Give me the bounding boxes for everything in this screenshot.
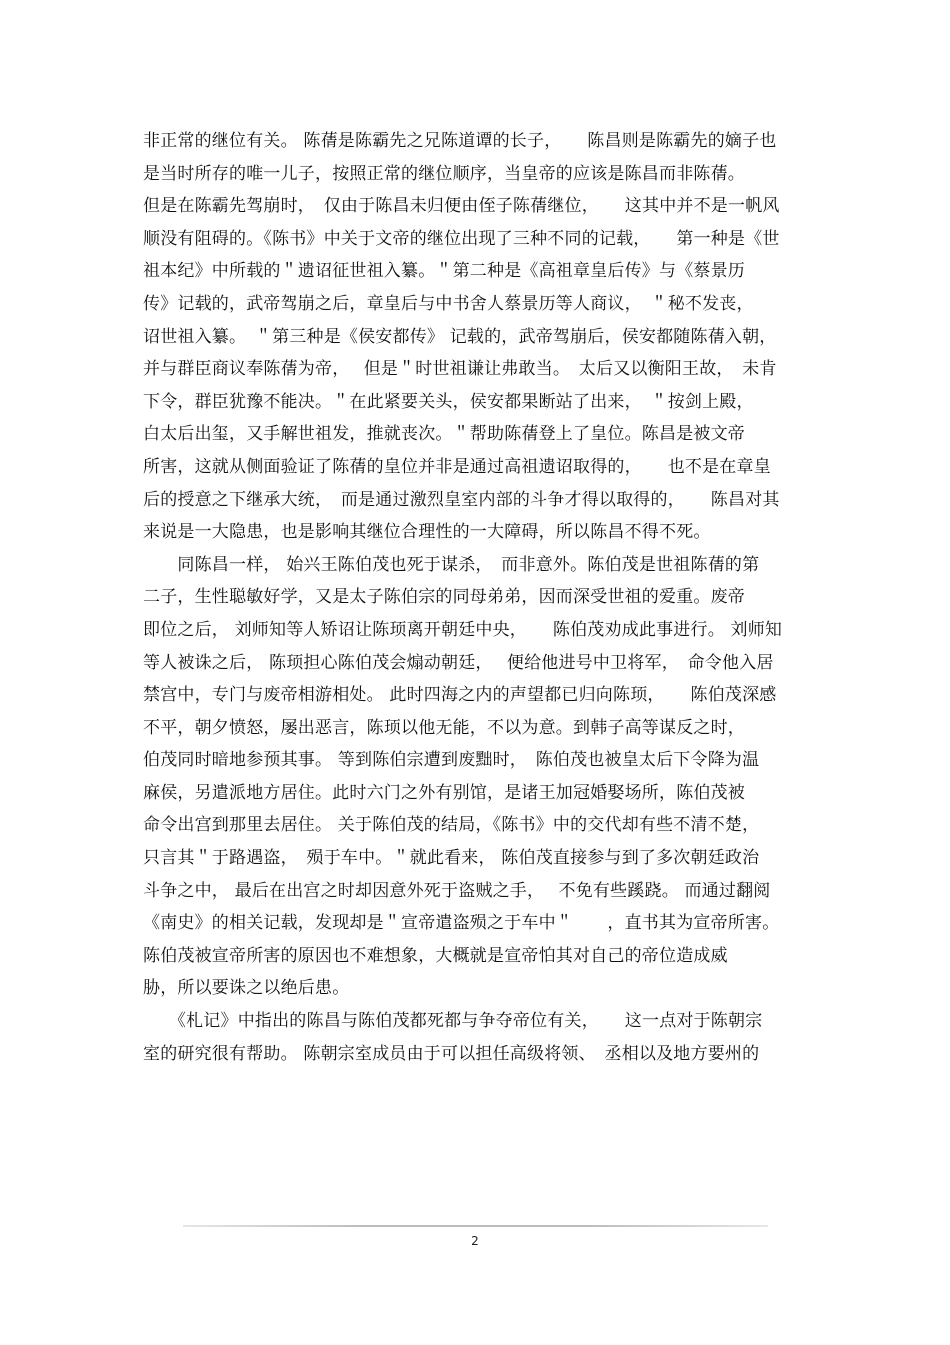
footer-divider [183, 1225, 768, 1227]
text-line: 后的授意之下继承大统， 而是通过激烈皇室内部的斗争才得以取得的， 陈昌对其 [143, 489, 780, 510]
text-line: 只言其＂于路遇盗， 殒于车中。＂就此看来， 陈伯茂直接参与到了多次朝廷政治 [143, 848, 760, 869]
text-line: 麻侯，另遣派地方居住。此时六门之外有别馆，是诸王加冠婚娶场所，陈伯茂被 [143, 782, 745, 803]
text-line: 白太后出玺，又手解世祖发，推就丧次。＂帮助陈蒨登上了皇位。陈昌是被文帝 [143, 424, 745, 445]
text-line: 室的研究很有帮助。 陈朝宗室成员由于可以担任高级将领、 丞相以及地方要州的 [143, 1043, 760, 1064]
text-line: 陈伯茂被宣帝所害的原因也不难想象，大概就是宣帝怕其对自己的帝位造成威 [143, 945, 728, 966]
text-line: 同陈昌一样， 始兴王陈伯茂也死于谋杀， 而非意外。陈伯茂是世祖陈蒨的第 [143, 554, 760, 575]
text-line: 《札记》中指出的陈昌与陈伯茂都死都与争夺帝位有关， 这一点对于陈朝宗 [143, 1011, 763, 1032]
text-line: 禁宫中，专门与废帝相游相处。 此时四海之内的声望都已归向陈顼， 陈伯茂深感 [143, 685, 777, 706]
text-line: 斗争之中， 最后在出宫之时却因意外死于盗贼之手， 不免有些蹊跷。 而通过翻阅 [143, 880, 771, 901]
text-line: 诏世祖入纂。 ＂第三种是《侯安都传》 记载的，武帝驾崩后，侯安都随陈蒨入朝， [143, 326, 777, 347]
text-line: 非正常的继位有关。 陈蒨是陈霸先之兄陈道谭的长子， 陈昌则是陈霸先的嫡子也 [143, 131, 777, 151]
text-line: 下令，群臣犹豫不能决。＂在此紧要关头，侯安都果断站了出来， ＂按剑上殿， [143, 391, 754, 412]
text-line: 命令出宫到那里去居住。 关于陈伯茂的结局，《陈书》中的交代却有些不清不楚， [143, 815, 760, 836]
text-line: 伯茂同时暗地参预其事。 等到陈伯宗遭到废黜时， 陈伯茂也被皇太后下令降为温 [143, 750, 760, 771]
text-line: 不平，朝夕愤怒，屡出恶言，陈顼以他无能，不以为意。到韩子高等谋反之时， [143, 717, 745, 738]
text-line: 但是在陈霸先驾崩时， 仅由于陈昌未归便由侄子陈蒨继位， 这其中并不是一帆风 [143, 196, 780, 217]
text-line: 传》记载的，武帝驾崩之后，章皇后与中书舍人蔡景历等人商议， ＂秘不发丧， [143, 293, 754, 314]
text-line: 是当时所存的唯一儿子，按照正常的继位顺序，当皇帝的应该是陈昌而非陈蒨。 [143, 163, 745, 184]
text-line: 来说是一大隐患，也是影响其继位合理性的一大障碍，所以陈昌不得不死。 [143, 522, 711, 543]
page-number: 2 [471, 1234, 479, 1248]
text-line: 二子，生性聪敏好学，又是太子陈伯宗的同母弟弟，因而深受世祖的爱重。废帝 [143, 587, 745, 608]
text-line: 祖本纪》中所载的＂遗诏征世祖入纂。＂第二种是《高祖章皇后传》与《蔡景历 [143, 261, 745, 282]
body-text [143, 125, 813, 1070]
text-line: 即位之后， 刘师知等人矫诏让陈顼离开朝廷中央， 陈伯茂劝成此事进行。 刘师知 [143, 619, 783, 640]
text-line: 所害，这就从侧面验证了陈蒨的皇位并非是通过高祖遗诏取得的， 也不是在章皇 [143, 456, 771, 477]
text-line: 《南史》的相关记载，发现却是＂宣帝遣盗殒之于车中＂ ，直书其为宣帝所害。 [143, 913, 780, 934]
text-line: 胁，所以要诛之以绝后患。 [143, 978, 350, 999]
text-line: 并与群臣商议奉陈蒨为帝， 但是＂时世祖谦让弗敢当。 太后又以衡阳王故， 未肯 [143, 359, 777, 380]
text-line: 等人被诛之后， 陈顼担心陈伯茂会煽动朝廷， 便给他进号中卫将军， 命令他入居 [143, 652, 774, 673]
text-line: 顺没有阻碍的。《陈书》中关于文帝的继位出现了三种不同的记载， 第一种是《世 [143, 228, 780, 249]
